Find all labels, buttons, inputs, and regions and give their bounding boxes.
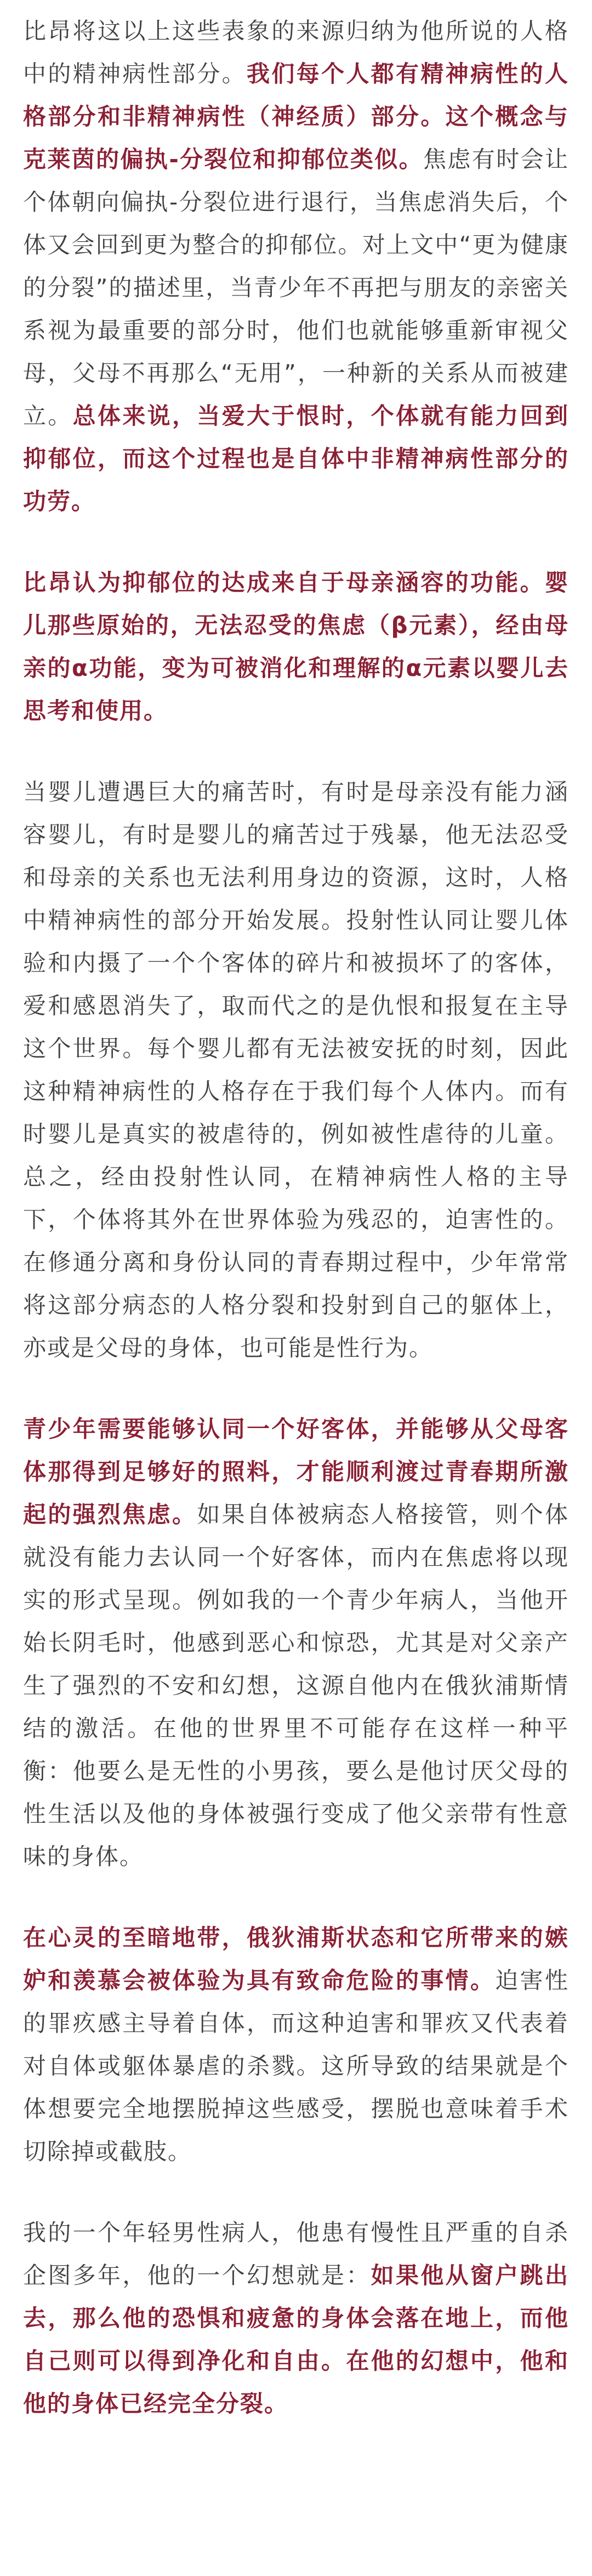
highlighted-text: 总体来说，当爱大于恨时，个体就有能力回到抑郁位，而这个过程也是自体中非精神病性部分的功劳。 (23, 402, 569, 515)
text-segment: 焦虑有时会让个体朝向偏执-分裂位进行退行，当焦虑消失后，个体又会回到更为整合的抑郁位。对上文中“更为健康的分裂”的描述里，当青少年不再把与朋友的亲密关系视为最重要的部分时，他们也就能够重新审视父母，父母不再那么“无用”，一种新的关系从而被建立。 (23, 146, 569, 429)
text-segment: 当婴儿遭遇巨大的痛苦时，有时是母亲没有能力涵容婴儿，有时是婴儿的痛苦过于残暴，他无法忍受和母亲的关系也无法利用身边的资源，这时，人格中精神病性的部分开始发展。投射性认同让婴儿体验和内摄了一个个客体的碎片和被损坏了的客体，爱和感恩消失了，取而代之的是仇恨和报复在主导这个世界。每个婴儿都有无法被安抚的时刻，因此这种精神病性的人格存在于我们每个人体内。而有时婴儿是真实的被虐待的，例如被性虐待的儿童。总之，经由投射性认同，在精神病性人格的主导下，个体将其外在世界体验为残忍的，迫害性的。在修通分离和身份认同的青春期过程中，少年常常将这部分病态的人格分裂和投射到自己的躯体上，亦或是父母的身体，也可能是性行为。 (23, 778, 569, 1361)
text-segment: 比昂将这以上这些表象的来源归纳为他所说的人格中的精神病性部分。 (23, 18, 569, 87)
highlighted-text: 在心灵的至暗地带，俄狄浦斯状态和它所带来的嫉妒和羡慕会被体验为具有致命危险的事情。 (23, 1924, 569, 1994)
text-segment: 如果自体被病态人格接管，则个体就没有能力去认同一个好客体，而内在焦虑将以现实的形式呈现。例如我的一个青少年病人，当他开始长阴毛时，他感到恶心和惊恐，尤其是对父亲产生了强烈的不安和幻想，这源自他内在俄狄浦斯情结的激活。在他的世界里不可能存在这样一种平衡：他要么是无性的小男孩，要么是他讨厌父母的性生活以及他的身体被强行变成了他父亲带有性意味的身体。 (23, 1501, 569, 1870)
paragraph-5 (23, 1917, 569, 2173)
text-segment: 迫害性的罪疚感主导着自体，而这种迫害和罪疚又代表着对自体或躯体暴虐的杀戮。这所导致的结果就是个体想要完全地摆脱掉这些感受，摆脱也意味着手术切除掉或截肢。 (23, 1967, 569, 2165)
paragraph-4 (23, 1408, 569, 1878)
highlighted-text: 青少年需要能够认同一个好客体，并能够从父母客体那得到足够好的照料，才能顺利渡过青春期所激起的强烈焦虑。 (23, 1415, 569, 1528)
text-segment: 我的一个年轻男性病人，他患有慢性且严重的自杀企图多年，他的一个幻想就是： (23, 2219, 569, 2289)
paragraph-1 (23, 10, 569, 523)
paragraph-6 (23, 2211, 569, 2425)
highlighted-text: 我们每个人都有精神病性的人格部分和非精神病性（神经质）部分。这个概念与克莱茵的偏执-分裂位和抑郁位类似。 (23, 60, 569, 173)
paragraph-3 (23, 771, 569, 1369)
paragraph-2 (23, 561, 569, 732)
highlighted-text: 比昂认为抑郁位的达成来自于母亲涵容的功能。婴儿那些原始的，无法忍受的焦虑（β元素），经由母亲的α功能，变为可被消化和理解的α元素以婴儿去思考和使用。 (23, 569, 569, 724)
highlighted-text: 如果他从窗户跳出去，那么他的恐惧和疲惫的身体会落在地上，而他自己则可以得到净化和自由。在他的幻想中，他和他的身体已经完全分裂。 (23, 2262, 569, 2417)
